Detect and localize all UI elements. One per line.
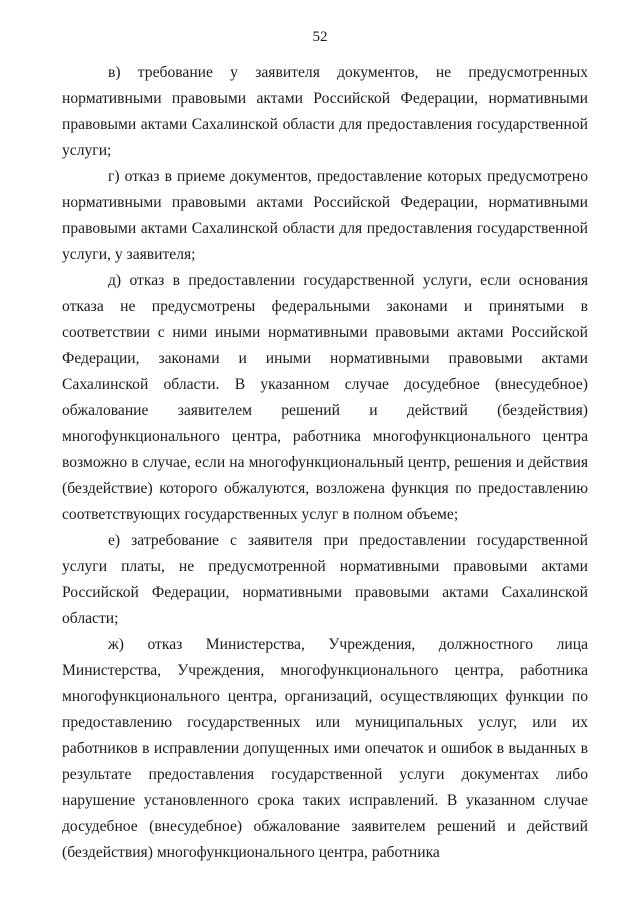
paragraph-e: е) затребование с заявителя при предоставлении государственной услуги платы, не предусмотренной нормативными правовыми актами Российской Федерации, нормативными правовыми актами Сахалинской области; — [62, 532, 588, 627]
document-body — [62, 60, 588, 866]
paragraph-g: г) отказ в приеме документов, предоставление которых предусмотрено нормативными правовыми актами Российской Федерации, нормативными правовыми актами Сахалинской области для предоставления государственной услуги, у заявителя; — [62, 168, 588, 263]
paragraph-zh: ж) отказ Министерства, Учреждения, должностного лица Министерства, Учреждения, многофункционального центра, работника многофункционального центра, организаций, осуществляющих функции по предоставлению государственных или муниципальных услуг, или их работников в исправлении допущенных ими опечаток и ошибок в выданных в результате предоставления государственной услуги документах либо нарушение установленного срока таких исправлений. В указанном случае досудебное (внесудебное) обжалование заявителем решений и действий (бездействия) многофункционального центра, работника — [62, 636, 588, 861]
page-number: 52 — [312, 29, 328, 45]
paragraph-d: д) отказ в предоставлении государственной услуги, если основания отказа не предусмотрены федеральными законами и принятыми в соответствии с ними иными нормативными правовыми актами Российской Федерации, законами и иными нормативными правовыми актами Сахалинской области. В указанном случае досудебное (внесудебное) обжалование заявителем решений и действий (бездействия) многофункционального центра, работника многофункционального центра возможно в случае, если на многофункциональный центр, решения и действия (бездействие) которого обжалуются, возложена функция по предоставлению соответствующих государственных услуг в полном объеме; — [62, 272, 588, 523]
paragraph-v: в) требование у заявителя документов, не предусмотренных нормативными правовыми актами Российской Федерации, нормативными правовыми актами Сахалинской области для предоставления государственной услуги; — [62, 64, 588, 159]
